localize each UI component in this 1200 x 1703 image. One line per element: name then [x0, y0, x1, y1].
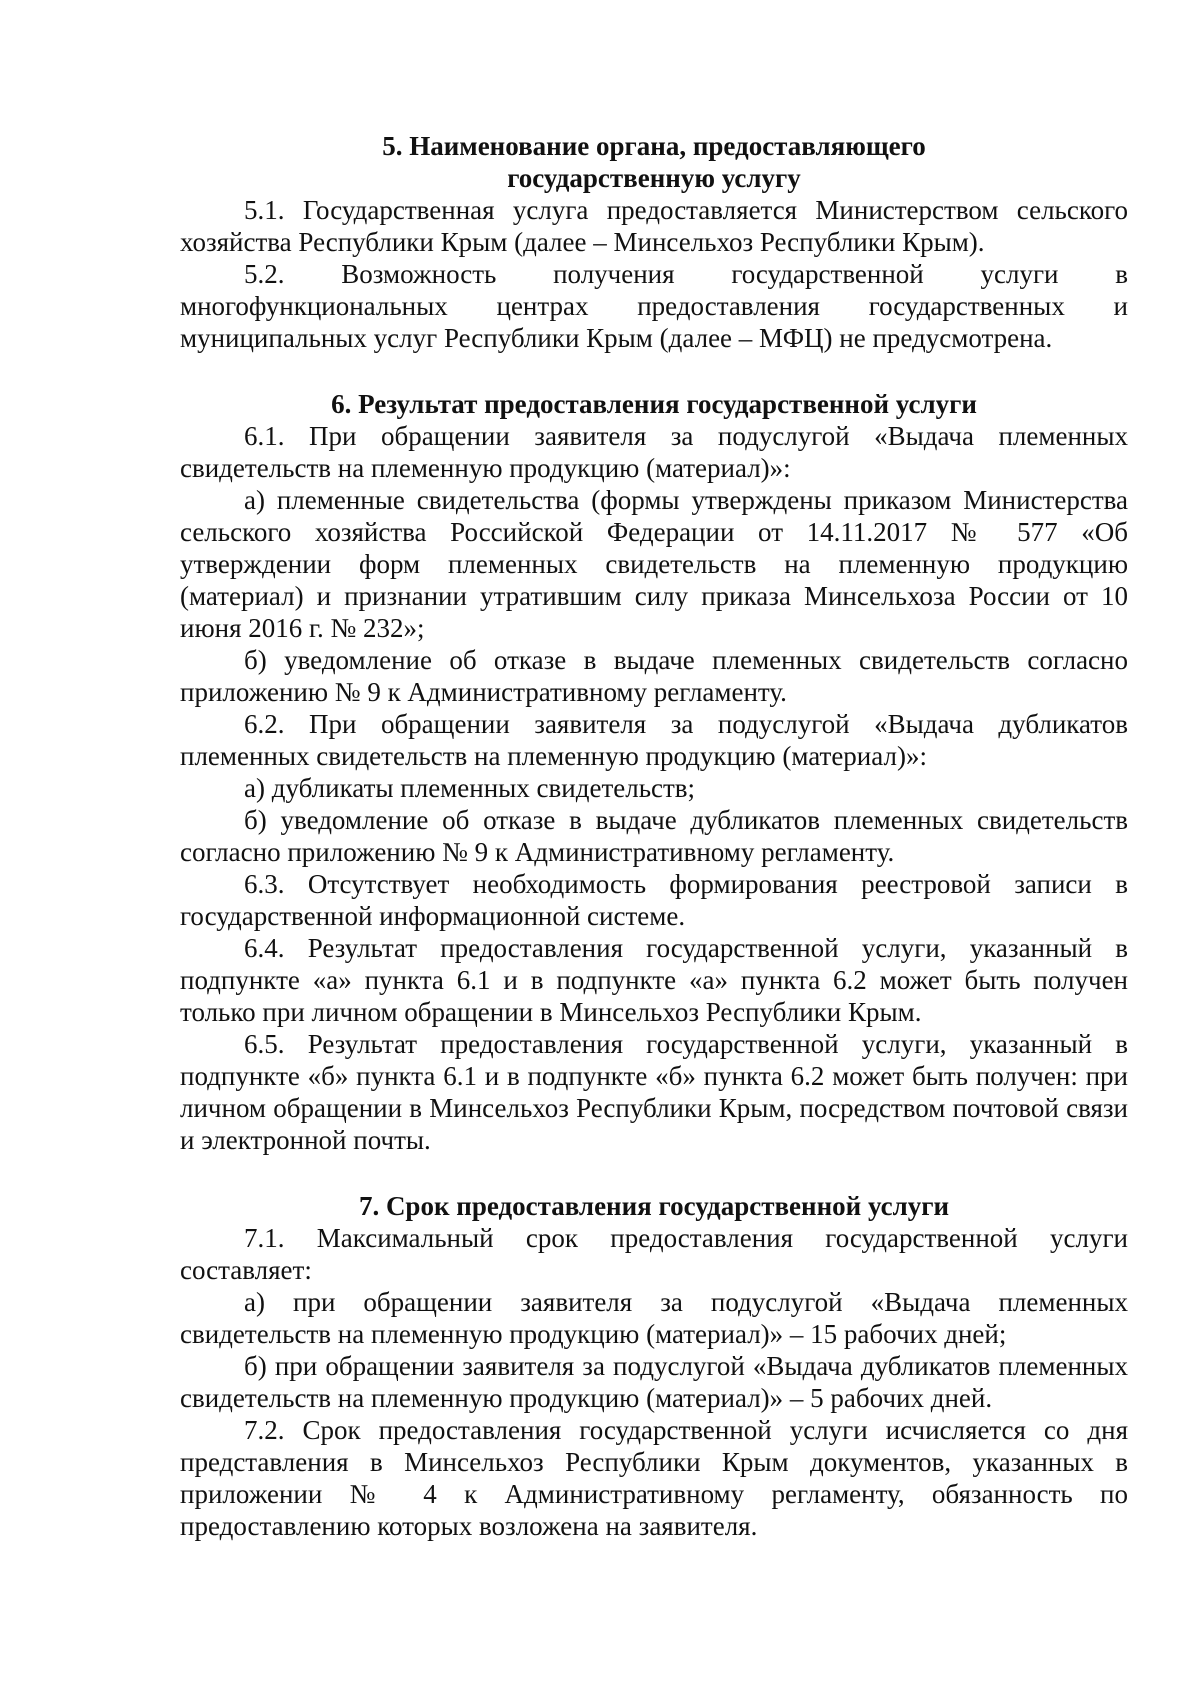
paragraph-7-2: 7.2. Срок предоставления государственной услуги исчисляется со дня представления в Минсельхоз Республики Крым документов, указанных в приложении № 4 к Административному регламенту, обязанность по предоставлению которых возложена на заявителя.: [180, 1415, 1128, 1541]
paragraph-6-2-b: б) уведомление об отказе в выдаче дубликатов племенных свидетельств согласно приложению № 9 к Административному регламенту.: [180, 805, 1128, 867]
paragraph-6-2-a: а) дубликаты племенных свидетельств;: [244, 773, 696, 803]
document-page: [180, 130, 1128, 1542]
paragraph-6-1-a: а) племенные свидетельства (формы утверждены приказом Министерства сельского хозяйства Российской Федерации от 14.11.2017 № 577 «Об утверждении форм племенных свидетельств на племенную продукцию (материал) и признании утратившим силу приказа Минсельхоза России от 10 июня 2016 г. № 232»;: [180, 485, 1128, 643]
paragraph-6-4: 6.4. Результат предоставления государственной услуги, указанный в подпункте «а» пункта 6.1 и в подпункте «а» пункта 6.2 может быть получен только при личном обращении в Минсельхоз Республики Крым.: [180, 933, 1128, 1027]
paragraph-7-1-b: б) при обращении заявителя за подуслугой «Выдача дубликатов племенных свидетельств на племенную продукцию (материал)» – 5 рабочих дней.: [180, 1351, 1128, 1413]
paragraph-6-3: 6.3. Отсутствует необходимость формирования реестровой записи в государственной информационной системе.: [180, 869, 1128, 931]
paragraph-5-1: 5.1. Государственная услуга предоставляется Министерством сельского хозяйства Республики Крым (далее – Минсельхоз Республики Крым).: [180, 195, 1128, 257]
paragraph-7-1-a: а) при обращении заявителя за подуслугой «Выдача племенных свидетельств на племенную продукцию (материал)» – 15 рабочих дней;: [180, 1287, 1128, 1349]
section-5-heading-line-1: 5. Наименование органа, предоставляющего: [382, 131, 926, 161]
section-5-heading: [180, 130, 1128, 194]
paragraph-6-5: 6.5. Результат предоставления государственной услуги, указанный в подпункте «б» пункта 6.1 и в подпункте «б» пункта 6.2 может быть получен: при личном обращении в Минсельхоз Республики Крым, посредством почтовой связи и электронной почты.: [180, 1029, 1128, 1155]
section-6-heading: 6. Результат предоставления государственной услуги: [331, 389, 977, 419]
paragraph-5-2: 5.2. Возможность получения государственной услуги в многофункциональных центрах предоставления государственных и муниципальных услуг Республики Крым (далее – МФЦ) не предусмотрена.: [180, 259, 1128, 353]
paragraph-6-1-b: б) уведомление об отказе в выдаче племенных свидетельств согласно приложению № 9 к Административному регламенту.: [180, 645, 1128, 707]
paragraph-6-2: 6.2. При обращении заявителя за подуслугой «Выдача дубликатов племенных свидетельств на племенную продукцию (материал)»:: [180, 709, 1128, 771]
paragraph-6-1: 6.1. При обращении заявителя за подуслугой «Выдача племенных свидетельств на племенную продукцию (материал)»:: [180, 421, 1128, 483]
section-7-heading: 7. Срок предоставления государственной услуги: [358, 1191, 950, 1221]
paragraph-7-1: 7.1. Максимальный срок предоставления государственной услуги составляет:: [180, 1223, 1128, 1285]
section-5-heading-line-2: государственную услугу: [507, 163, 801, 193]
